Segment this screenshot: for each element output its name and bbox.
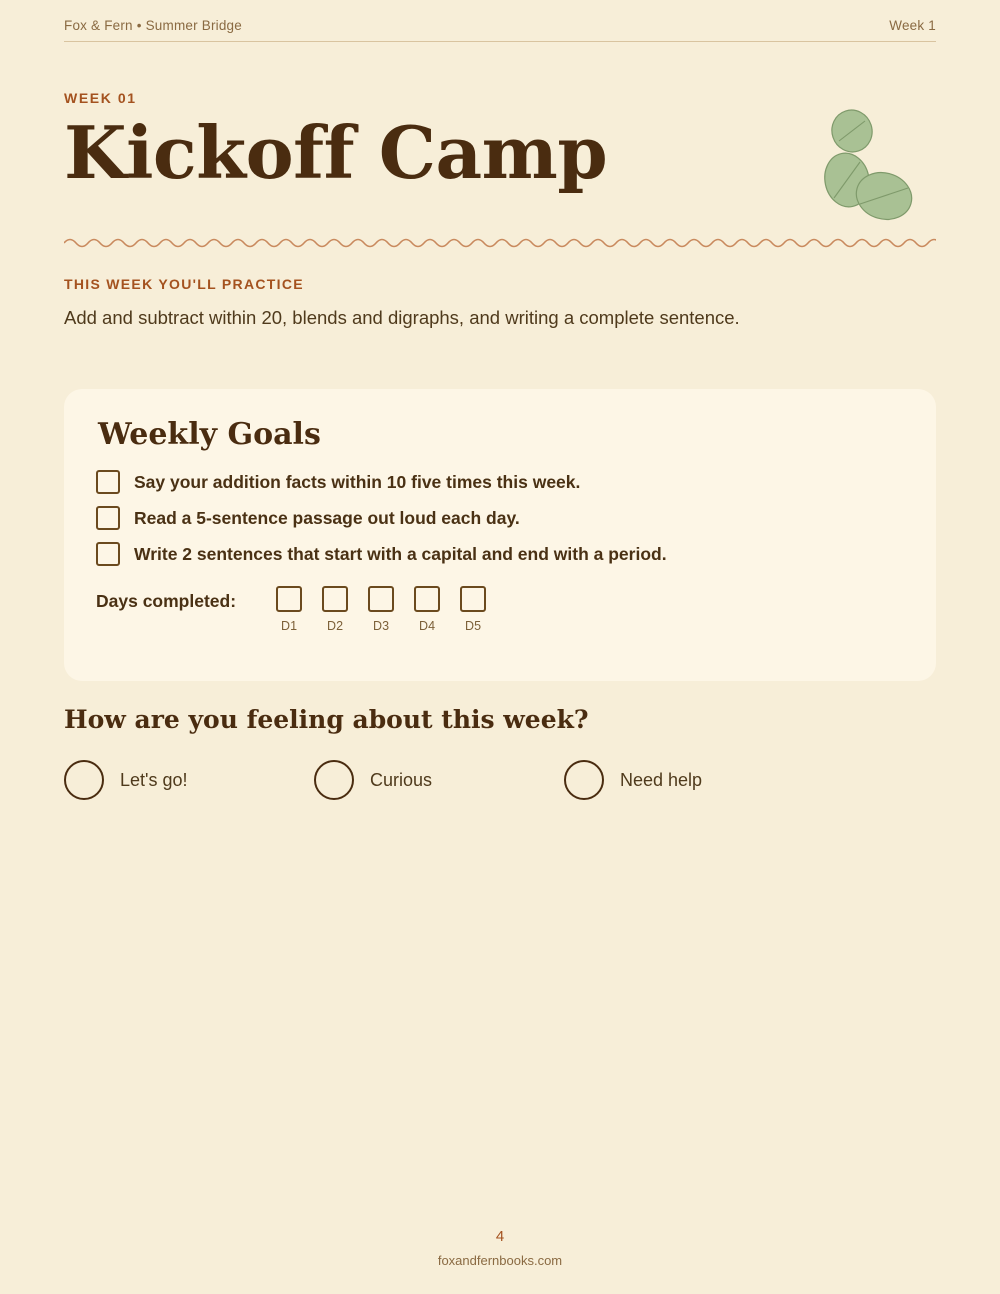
- weekly-goals-title: Weekly Goals: [98, 417, 321, 453]
- goal-label: Write 2 sentences that start with a capital and end with a period.: [134, 543, 667, 564]
- day-checkbox[interactable]: [276, 586, 302, 612]
- feeling-radio[interactable]: [314, 760, 354, 800]
- running-header-right: Week 1: [889, 18, 936, 33]
- day-checkbox[interactable]: [322, 586, 348, 612]
- day-label: D4: [419, 619, 436, 634]
- day-checkbox[interactable]: [414, 586, 440, 612]
- footer-site: foxandfernbooks.com: [437, 1253, 563, 1268]
- practice-label: THIS WEEK YOU'LL PRACTICE: [64, 276, 304, 293]
- day-label: D1: [281, 619, 298, 634]
- goal-checkbox[interactable]: [96, 470, 120, 494]
- feeling-option[interactable]: [314, 760, 564, 800]
- days-checkbox-group: [276, 586, 506, 633]
- feeling-label: Let's go!: [120, 769, 188, 790]
- days-completed-label: Days completed:: [96, 591, 237, 612]
- days-completed-row: [96, 586, 904, 633]
- goal-checkbox[interactable]: [96, 506, 120, 530]
- day-item[interactable]: [322, 586, 348, 633]
- day-item[interactable]: [368, 586, 394, 633]
- day-label: D5: [465, 619, 482, 634]
- feeling-option[interactable]: [564, 760, 814, 800]
- leaf-decoration-icon: [812, 108, 922, 253]
- feeling-label: Curious: [370, 769, 433, 790]
- feeling-radio[interactable]: [64, 760, 104, 800]
- goal-checkbox[interactable]: [96, 542, 120, 566]
- feeling-radio[interactable]: [564, 760, 604, 800]
- feeling-label: Need help: [620, 769, 703, 790]
- goal-item[interactable]: [96, 506, 904, 530]
- day-checkbox[interactable]: [368, 586, 394, 612]
- weekly-goals-card: [64, 389, 936, 681]
- day-label: D3: [373, 619, 390, 634]
- goal-label: Read a 5-sentence passage out loud each day.: [134, 507, 520, 528]
- page-footer: [0, 1228, 1000, 1268]
- wavy-divider: [64, 235, 936, 249]
- goal-label: Say your addition facts within 10 five times this week.: [134, 471, 581, 492]
- day-item[interactable]: [276, 586, 302, 633]
- day-checkbox[interactable]: [460, 586, 486, 612]
- day-label: D2: [327, 619, 344, 634]
- feeling-question: How are you feeling about this week?: [64, 705, 589, 735]
- page-number: 4: [495, 1228, 505, 1245]
- feeling-options: [64, 760, 936, 800]
- goal-item[interactable]: [96, 542, 904, 566]
- goal-item[interactable]: [96, 470, 904, 494]
- feeling-option[interactable]: [64, 760, 314, 800]
- page-title: Kickoff Camp: [64, 110, 608, 195]
- running-header-left: Fox & Fern • Summer Bridge: [64, 18, 242, 33]
- day-item[interactable]: [414, 586, 440, 633]
- practice-text: Add and subtract within 20, blends and digraphs, and writing a complete sentence.: [64, 307, 740, 329]
- day-item[interactable]: [460, 586, 486, 633]
- week-eyebrow: WEEK 01: [64, 90, 137, 106]
- running-header: [64, 0, 936, 42]
